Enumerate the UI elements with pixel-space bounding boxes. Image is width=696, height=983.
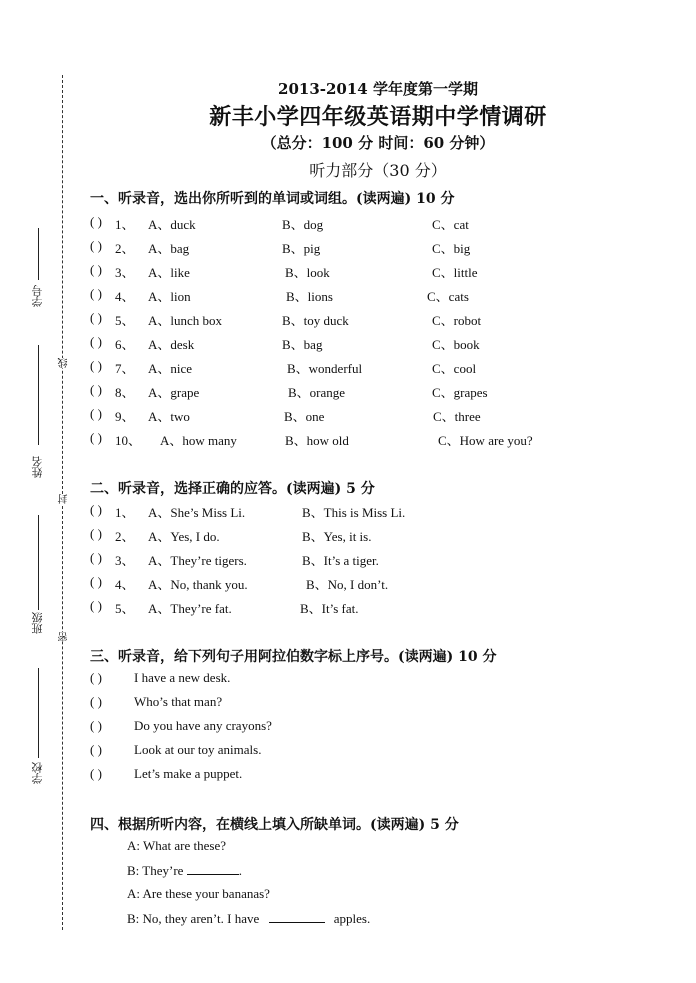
answer-paren[interactable]: ( )	[90, 550, 102, 565]
option-b: B、one	[284, 409, 325, 424]
option-b: B、Yes, it is.	[302, 529, 372, 544]
answer-paren[interactable]: ( )	[90, 238, 102, 253]
question-number: 1、	[115, 505, 135, 520]
answer-paren[interactable]: ( )	[90, 214, 102, 229]
option-b: B、toy duck	[282, 313, 349, 328]
question-number: 2、	[115, 529, 135, 544]
answer-paren[interactable]: ( )	[90, 766, 102, 781]
question-number: 1、	[115, 217, 135, 232]
class-label: 班级	[31, 612, 44, 634]
option-b: B、This is Miss Li.	[302, 505, 406, 520]
school-label: 学校	[31, 762, 44, 784]
option-b: B、lions	[286, 289, 333, 304]
sentence: Let’s make a puppet.	[134, 766, 243, 781]
dialogue-line	[127, 910, 370, 927]
option-a: A、like	[148, 265, 190, 280]
option-a: A、She’s Miss Li.	[148, 505, 246, 520]
question-number: 9、	[115, 409, 135, 424]
option-b: B、orange	[288, 385, 346, 400]
answer-paren[interactable]: ( )	[90, 334, 102, 349]
seal-seal-char: 封	[59, 494, 70, 504]
school-line[interactable]	[38, 668, 39, 758]
dialogue-text: B: No, they aren’t. I have	[127, 911, 260, 926]
option-b: B、It’s fat.	[300, 601, 359, 616]
option-c: C、book	[432, 337, 480, 352]
sentence: Do you have any crayons?	[134, 718, 272, 733]
answer-paren[interactable]: ( )	[90, 262, 102, 277]
option-c: C、grapes	[432, 385, 488, 400]
answer-paren[interactable]: ( )	[90, 406, 102, 421]
sentence: I have a new desk.	[134, 670, 231, 685]
section1-heading: 一、听录音，选出你所听到的单词或词组。(读两遍) 10 分	[90, 191, 455, 207]
option-a: A、Yes, I do.	[148, 529, 220, 544]
option-a: A、They’re tigers.	[148, 553, 247, 568]
option-a: A、No, thank you.	[148, 577, 248, 592]
section2-heading: 二、听录音，选择正确的应答。(读两遍) 5 分	[90, 481, 375, 497]
option-a: A、lion	[148, 289, 191, 304]
answer-blank[interactable]	[187, 862, 239, 875]
option-b: B、It’s a tiger.	[302, 553, 379, 568]
question-number: 7、	[115, 361, 135, 376]
option-a: A、grape	[148, 385, 200, 400]
dialogue-text: B: They’re	[127, 863, 184, 878]
option-a: A、bag	[148, 241, 190, 256]
part-title: 听力部分（30 分）	[309, 161, 447, 180]
option-a: A、duck	[148, 217, 196, 232]
option-b: B、dog	[282, 217, 324, 232]
question-number: 3、	[115, 553, 135, 568]
option-a: A、how many	[160, 433, 237, 448]
option-c: C、cool	[432, 361, 477, 376]
seal-close-char: 密	[59, 632, 70, 642]
seal-line-char: 线	[59, 358, 70, 368]
answer-paren[interactable]: ( )	[90, 430, 102, 445]
question-number: 10、	[115, 433, 142, 448]
answer-paren[interactable]: ( )	[90, 574, 102, 589]
student-no-label: 学号	[31, 285, 44, 307]
option-c: C、robot	[432, 313, 482, 328]
sentence: Who’s that man?	[134, 694, 223, 709]
dialogue-line: A: Are these your bananas?	[127, 886, 270, 901]
student-no-line[interactable]	[38, 228, 39, 280]
answer-paren[interactable]: ( )	[90, 742, 102, 757]
option-b: B、bag	[282, 337, 323, 352]
option-c: C、cat	[432, 217, 469, 232]
answer-paren[interactable]: ( )	[90, 382, 102, 397]
option-a: A、nice	[148, 361, 193, 376]
dialogue-line	[127, 862, 242, 879]
score-time: （总分：100 分 时间：60 分钟）	[261, 134, 495, 152]
answer-paren[interactable]: ( )	[90, 286, 102, 301]
question-number: 5、	[115, 313, 135, 328]
option-c: C、big	[432, 241, 471, 256]
dialogue-line: A: What are these?	[127, 838, 227, 853]
option-c: C、little	[432, 265, 478, 280]
sentence: Look at our toy animals.	[134, 742, 262, 757]
option-a: A、They’re fat.	[148, 601, 232, 616]
option-b: B、wonderful	[287, 361, 363, 376]
answer-paren[interactable]: ( )	[90, 670, 102, 685]
question-number: 6、	[115, 337, 135, 352]
question-number: 2、	[115, 241, 135, 256]
question-number: 8、	[115, 385, 135, 400]
answer-paren[interactable]: ( )	[90, 718, 102, 733]
section3-heading: 三、听录音，给下列句子用阿拉伯数字标上序号。(读两遍) 10 分	[90, 649, 497, 665]
option-a: A、lunch box	[148, 313, 223, 328]
option-c: C、cats	[427, 289, 469, 304]
option-b: B、look	[285, 265, 330, 280]
answer-paren[interactable]: ( )	[90, 358, 102, 373]
answer-paren[interactable]: ( )	[90, 526, 102, 541]
dialogue-text: .	[238, 863, 242, 878]
question-number: 4、	[115, 289, 135, 304]
option-b: B、pig	[282, 241, 321, 256]
section4-heading: 四、根据所听内容，在横线上填入所缺单词。(读两遍) 5 分	[90, 817, 459, 833]
class-line[interactable]	[38, 515, 39, 610]
answer-paren[interactable]: ( )	[90, 598, 102, 613]
question-number: 5、	[115, 601, 135, 616]
option-c: C、three	[433, 409, 481, 424]
dialogue-text: apples.	[333, 911, 371, 926]
name-line[interactable]	[38, 345, 39, 445]
answer-blank[interactable]	[269, 910, 325, 923]
answer-paren[interactable]: ( )	[90, 694, 102, 709]
answer-paren[interactable]: ( )	[90, 502, 102, 517]
name-label: 姓名	[31, 456, 44, 478]
option-c: C、How are you?	[438, 433, 533, 448]
question-number: 3、	[115, 265, 135, 280]
term-title: 2013-2014 学年度第一学期	[278, 80, 478, 98]
option-b: B、how old	[285, 433, 349, 448]
option-a: A、two	[148, 409, 190, 424]
answer-paren[interactable]: ( )	[90, 310, 102, 325]
exam-title: 新丰小学四年级英语期中学情调研	[209, 104, 547, 130]
option-b: B、No, I don’t.	[306, 577, 389, 592]
question-number: 4、	[115, 577, 135, 592]
option-a: A、desk	[148, 337, 195, 352]
